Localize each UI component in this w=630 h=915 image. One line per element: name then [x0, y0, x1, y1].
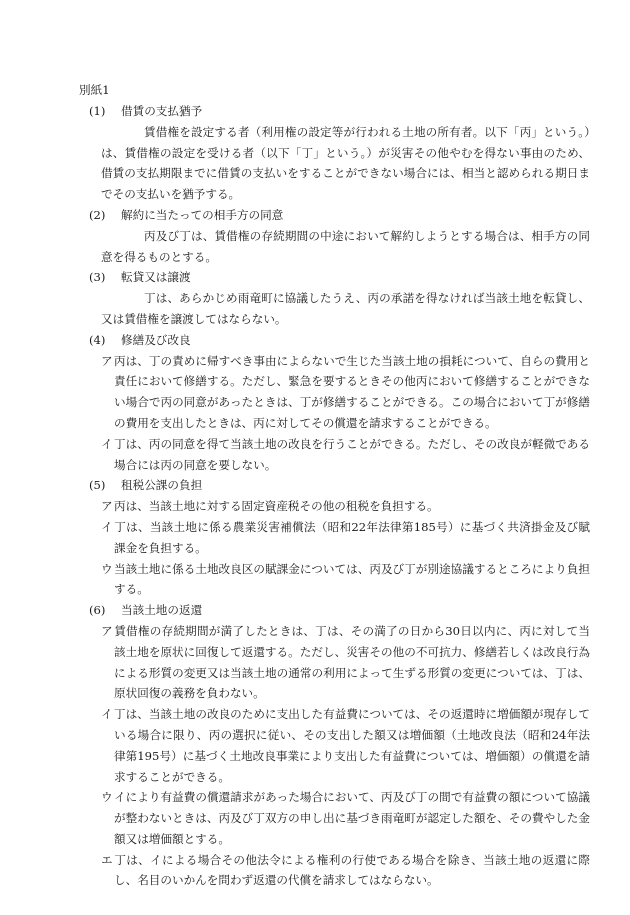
list-item: [79, 559, 590, 601]
section-heading: [79, 267, 590, 288]
section-heading-text: 借賃の支払猶予: [121, 104, 203, 118]
list-item: [79, 787, 590, 849]
sections-container: [79, 101, 590, 891]
section: [79, 267, 590, 329]
section-heading: [79, 475, 590, 496]
section-number: (1): [89, 104, 106, 118]
list-item-marker: ウ: [101, 561, 113, 576]
list-item-text: 丙は、当該土地に対する固定資産税その他の租税を負担する。: [114, 499, 439, 514]
section-heading-text: 解約に当たっての相手方の同意: [121, 207, 284, 222]
document-title: 別紙1: [79, 83, 110, 97]
section-heading: [79, 600, 590, 621]
list-item: [79, 496, 590, 517]
list-item-marker: ア: [101, 353, 113, 368]
section-heading: [79, 205, 590, 226]
section-number: (6): [89, 603, 106, 618]
list-item: [79, 351, 590, 434]
section-number: (2): [89, 207, 106, 222]
list-item-marker: ア: [101, 499, 113, 514]
list-item: [79, 850, 590, 892]
section-heading: [79, 330, 590, 351]
list-item-marker: ウ: [101, 790, 113, 805]
section: [79, 101, 590, 205]
list-item-text: 賃借権の存続期間が満了したときは、丁は、その満了の日から30日以内に、丙に対して当該土地を原状に回復して返還する。ただし、災害その他の不可抗力、修繕若しくは改良行為による形質の変更又は当該土地の通常の利用によって生ずる形質の変更については、丁は、原状回復の義務を負わない。: [114, 623, 590, 701]
section-number: (3): [89, 270, 106, 285]
list-item-text: 丙は、丁の責めに帰すべき事由によらないで生じた当該土地の損耗について、自らの費用と責任において修繕する。ただし、緊急を要するときその他丙において修繕することができない場合で丙の同意があったときは、丁が修繕することができる。この場合において丁が修繕の費用を支出したときは、丙に対してその償還を請求することができる。: [114, 353, 590, 430]
list-item-text: 丁は、当該土地の改良のために支出した有益費については、その返還時に増価額が現存している場合に限り、丙の選択に従い、その支出した額又は増価額（土地改良法（昭和24年法律第195号）に基づく土地改良事業により支出した有益費については、増価額）の償還を請求することができる。: [114, 707, 590, 784]
section-number: (4): [89, 332, 106, 347]
list-item-text: 当該土地に係る土地改良区の賦課金については、丙及び丁が別途協議するところにより負担する。: [114, 561, 590, 597]
list-item-marker: イ: [101, 436, 113, 451]
list-item-text: イにより有益費の償還請求があった場合において、丙及び丁の間で有益費の額について協議が整わないときは、丙及び丁双方の申し出に基づき雨竜町が認定した額を、その費やした金額又は増価額とする。: [114, 790, 590, 846]
list-item-text: 丁は、イによる場合その他法令による権利の行使である場合を除き、当該土地の返還に際し、名目のいかんを問わず返還の代償を請求してはならない。: [114, 852, 590, 888]
list-item-text: 丁は、当該土地に係る農業災害補償法（昭和22年法律第185号）に基づく共済掛金及び賦課金を負担する。: [114, 519, 590, 555]
section-paragraph: 丙及び丁は、賃借権の存続期間の中途において解約しようとする場合は、相手方の同意を得るものとする。: [101, 228, 590, 264]
section-heading-text: 修繕及び改良: [121, 332, 191, 347]
list-item: [79, 704, 590, 787]
section-heading-text: 租税公課の負担: [121, 478, 203, 493]
section: [79, 205, 590, 267]
list-item: [79, 621, 590, 704]
section-heading: [79, 101, 590, 122]
list-item: [79, 517, 590, 559]
section: [79, 475, 590, 600]
section-paragraph: 賃借権を設定する者（利用権の設定等が行われる土地の所有者。以下「丙」という。）は、賃借権の設定を受ける者（以下「丁」という。）が災害その他やむを得ない事由のため、借賃の支払期限までに借賃の支払いをすることができない場合には、相当と認められる期日までその支払いを猶予する。: [101, 124, 590, 202]
list-item-marker: イ: [101, 707, 113, 722]
list-item: [79, 434, 590, 476]
section-heading-text: 転貸又は譲渡: [121, 270, 191, 285]
section: [79, 330, 590, 476]
list-item-marker: ア: [101, 623, 113, 638]
section-number: (5): [89, 478, 106, 493]
section-heading-text: 当該土地の返還: [121, 603, 203, 618]
list-item-text: 丁は、丙の同意を得て当該土地の改良を行うことができる。ただし、その改良が軽微である場合には丙の同意を要しない。: [114, 436, 590, 472]
list-item-marker: エ: [101, 852, 113, 867]
section-paragraph: 丁は、あらかじめ雨竜町に協議したうえ、丙の承諾を得なければ当該土地を転貸し、又は賃借権を譲渡してはならない。: [101, 291, 590, 326]
section: [79, 600, 590, 891]
list-item-marker: イ: [101, 519, 113, 534]
